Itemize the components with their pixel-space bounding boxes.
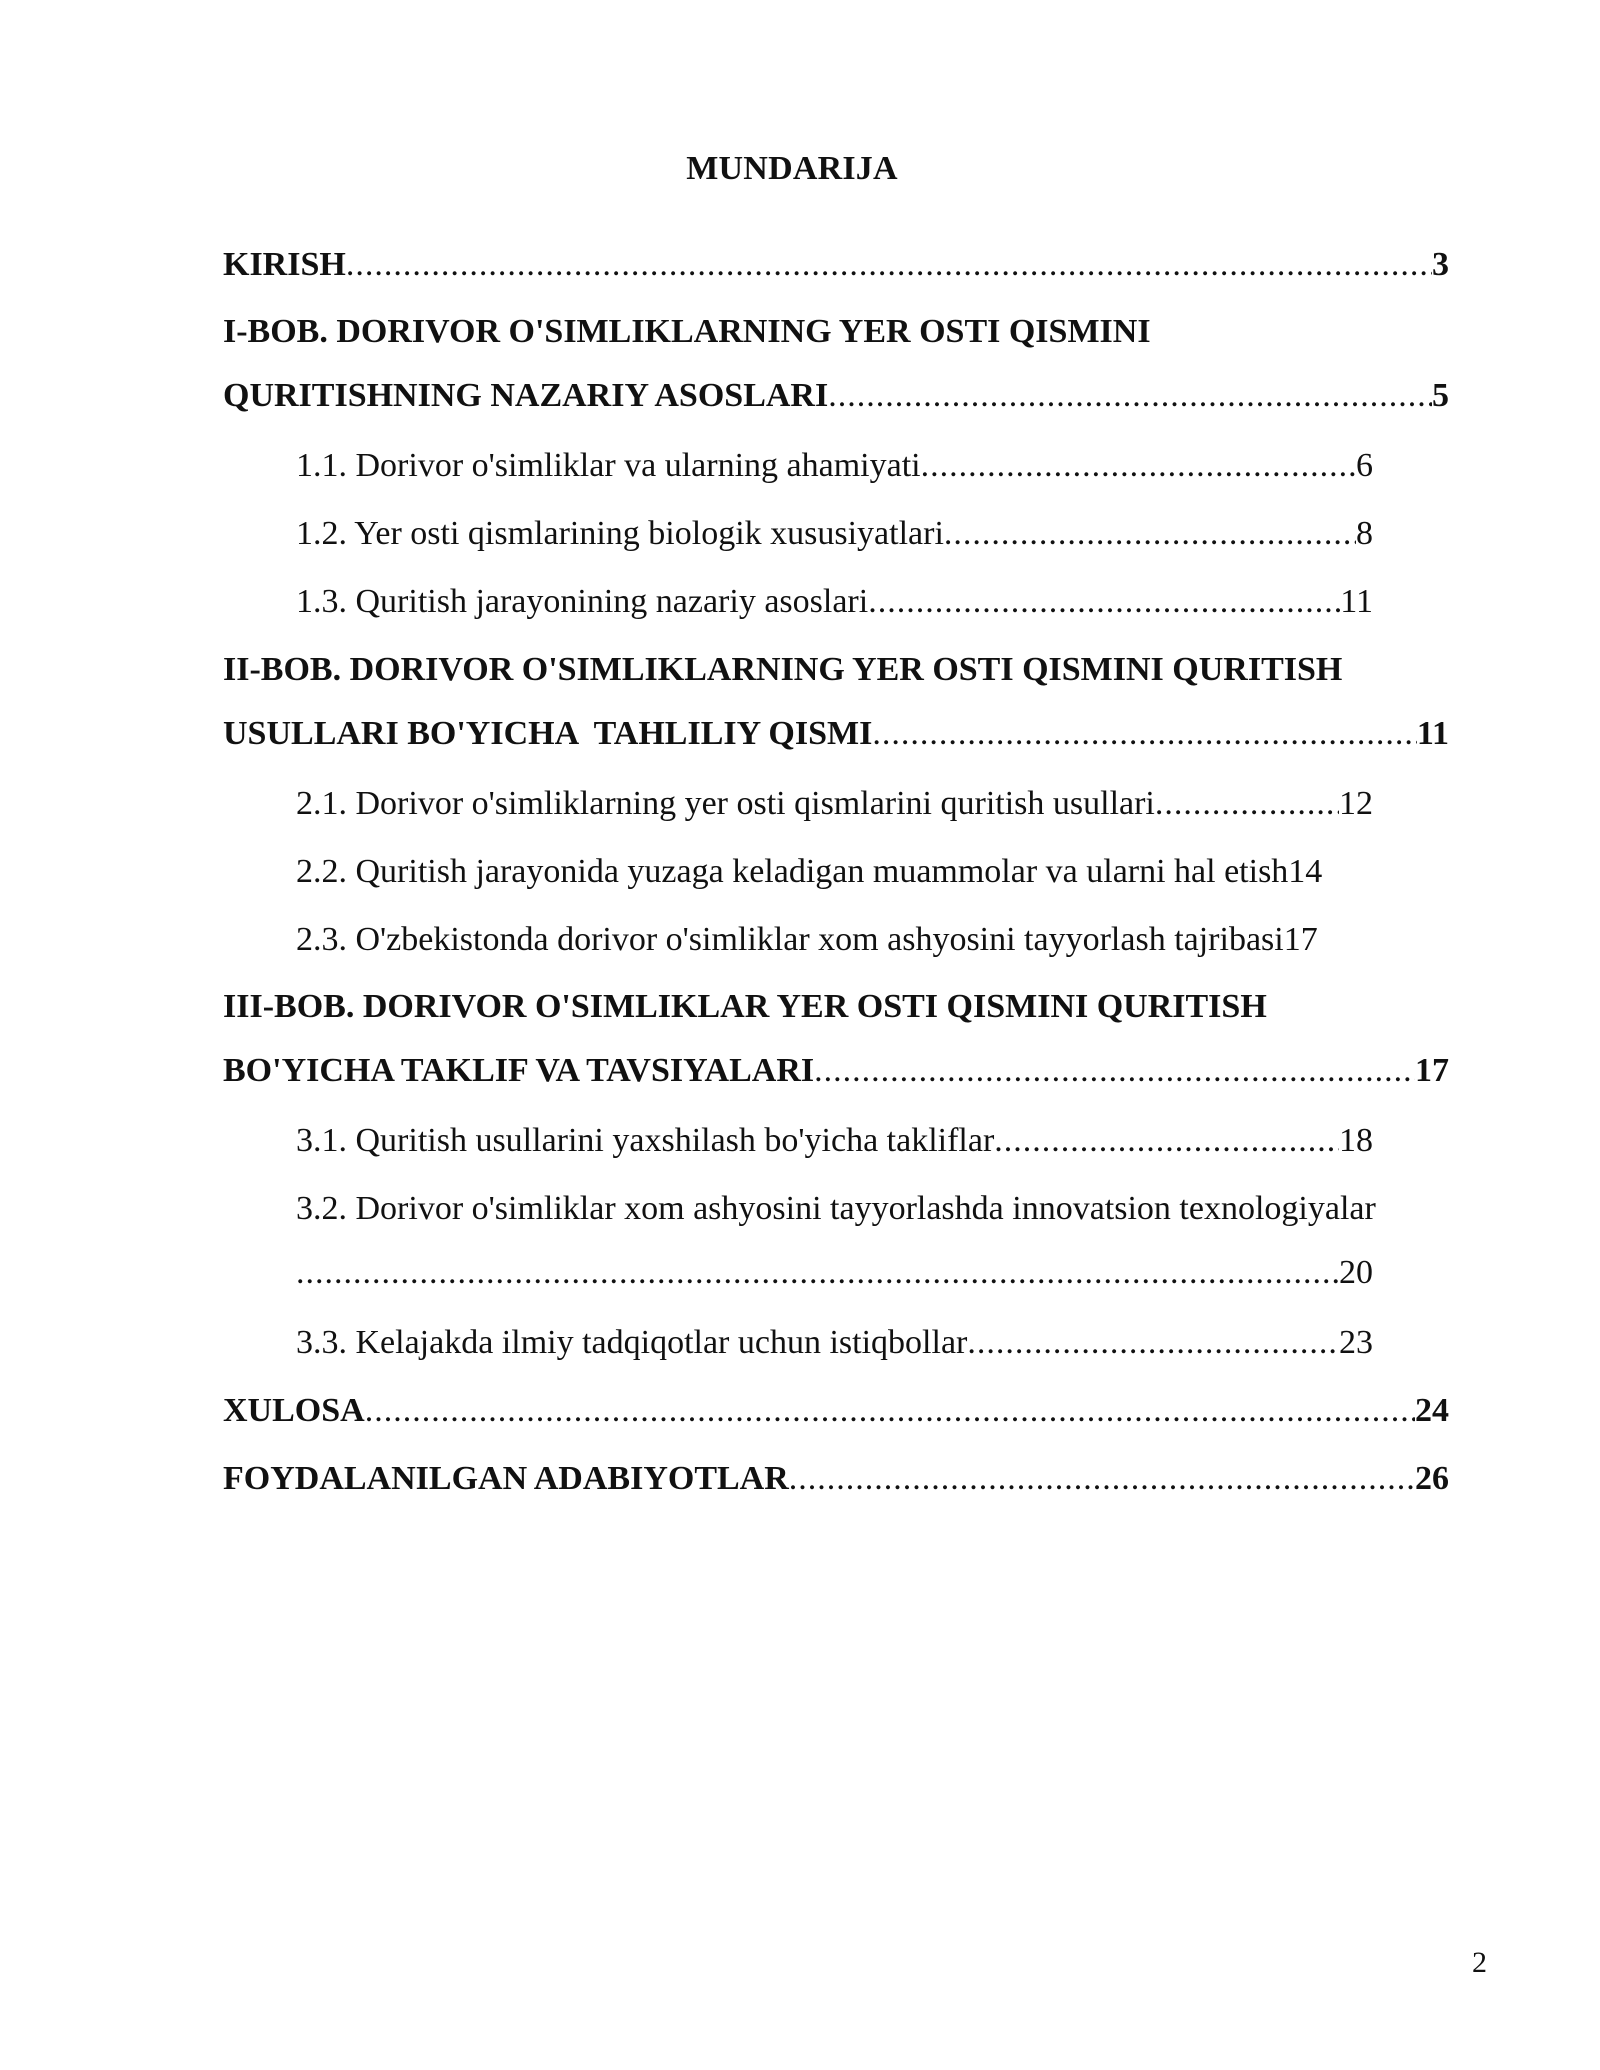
toc-entry-xulosa[interactable]: [223, 1391, 1449, 1431]
toc-entry-text: 3.1. Quritish usullarini yaxshilash bo'yicha takliflar: [296, 1122, 995, 1159]
toc-page-number: 17: [1415, 1052, 1449, 1089]
toc-entry-text: FOYDALANILGAN ADABIYOTLAR: [223, 1460, 789, 1497]
toc-page-number: 18: [1339, 1122, 1373, 1159]
toc-entry-text: II-BOB. DORIVOR O'SIMLIKLARNING YER OSTI QISMINI QURITISH: [223, 651, 1343, 688]
toc-entry-2-1[interactable]: [296, 784, 1373, 824]
toc-entry-bob1-line2[interactable]: [223, 376, 1449, 416]
toc-entry-adabiyotlar[interactable]: [223, 1459, 1449, 1499]
toc-entry-text: 1.2. Yer osti qismlarining biologik xususiyatlari: [296, 515, 944, 552]
toc-page-number: 11: [1416, 715, 1449, 752]
toc-page-number: 26: [1415, 1460, 1449, 1497]
toc-entry-1-2[interactable]: [296, 514, 1373, 554]
toc-page-number: 12: [1339, 785, 1373, 822]
toc-entry-3-1[interactable]: [296, 1121, 1373, 1161]
toc-entry-text: I-BOB. DORIVOR O'SIMLIKLARNING YER OSTI QISMINI: [223, 313, 1151, 350]
toc-page-number: 5: [1432, 377, 1449, 414]
toc-entry-1-3[interactable]: [296, 582, 1373, 622]
toc-entry-3-2-line2[interactable]: [296, 1253, 1373, 1293]
toc-entry-kirish[interactable]: [223, 245, 1449, 285]
toc-entry-text: 1.1. Dorivor o'simliklar va ularning ahamiyati: [296, 447, 921, 484]
toc-page-number: 3: [1432, 246, 1449, 283]
toc-entry-text: KIRISH: [223, 246, 346, 283]
toc-page-number: 24: [1415, 1392, 1449, 1429]
toc-entry-3-2-line1[interactable]: [296, 1189, 1461, 1229]
toc-entry-text: 3.2. Dorivor o'simliklar xom ashyosini tayyorlashda innovatsion texnologiyalar: [296, 1190, 1376, 1227]
toc-entry-text: USULLARI BO'YICHA TAHLILIY QISMI: [223, 715, 873, 752]
toc-entry-bob2-line1[interactable]: [223, 650, 1449, 690]
toc-entry-bob3-line1[interactable]: [223, 987, 1449, 1027]
toc-leader-dots: [872, 714, 1417, 754]
toc-entry-text: III-BOB. DORIVOR O'SIMLIKLAR YER OSTI QISMINI QURITISH: [223, 988, 1267, 1025]
toc-leader-dots: [1155, 784, 1339, 824]
toc-entry-2-2[interactable]: [296, 852, 1461, 892]
toc-entry-1-1[interactable]: [296, 446, 1373, 486]
toc-leader-dots: [828, 376, 1432, 416]
toc-leader-dots: [994, 1121, 1339, 1161]
toc-leader-dots: [365, 1391, 1415, 1431]
toc-page-number: 23: [1339, 1324, 1373, 1361]
toc-leader-dots: [944, 514, 1356, 554]
toc-leader-dots: [296, 1253, 1339, 1293]
toc-page-number: 20: [1339, 1254, 1373, 1291]
toc-leader-dots: [346, 245, 1432, 285]
page-number: 2: [1472, 1946, 1487, 1979]
toc-entry-bob2-line2[interactable]: [223, 714, 1449, 754]
toc-leader-dots: [921, 446, 1356, 486]
toc-leader-dots: [868, 582, 1340, 622]
toc-entry-bob1-line1[interactable]: [223, 312, 1449, 352]
toc-leader-dots: [814, 1051, 1415, 1091]
toc-leader-dots: [789, 1459, 1415, 1499]
toc-page-number: 11: [1340, 583, 1373, 620]
toc-page-number: 8: [1356, 515, 1373, 552]
toc-entry-text: XULOSA: [223, 1392, 365, 1429]
page-title: MUNDARIJA: [686, 150, 898, 187]
toc-entry-bob3-line2[interactable]: [223, 1051, 1449, 1091]
toc-entry-text: 2.1. Dorivor o'simliklarning yer osti qismlarini quritish usullari: [296, 785, 1155, 822]
toc-entry-2-3[interactable]: [296, 920, 1461, 960]
toc-entry-text: 1.3. Quritish jarayonining nazariy asoslari: [296, 583, 869, 620]
toc-entry-3-3[interactable]: [296, 1323, 1373, 1363]
toc-entry-text: 2.2. Quritish jarayonida yuzaga keladigan muammolar va ularni hal etish14: [296, 853, 1323, 890]
toc-page-number: 6: [1356, 447, 1373, 484]
toc-entry-text: QURITISHNING NAZARIY ASOSLARI: [223, 377, 829, 414]
toc-entry-text: 2.3. O'zbekistonda dorivor o'simliklar xom ashyosini tayyorlash tajribasi17: [296, 921, 1318, 958]
toc-entry-text: BO'YICHA TAKLIF VA TAVSIYALARI: [223, 1052, 815, 1089]
toc-entry-text: 3.3. Kelajakda ilmiy tadqiqotlar uchun istiqbollar: [296, 1324, 968, 1361]
toc-leader-dots: [967, 1323, 1339, 1363]
